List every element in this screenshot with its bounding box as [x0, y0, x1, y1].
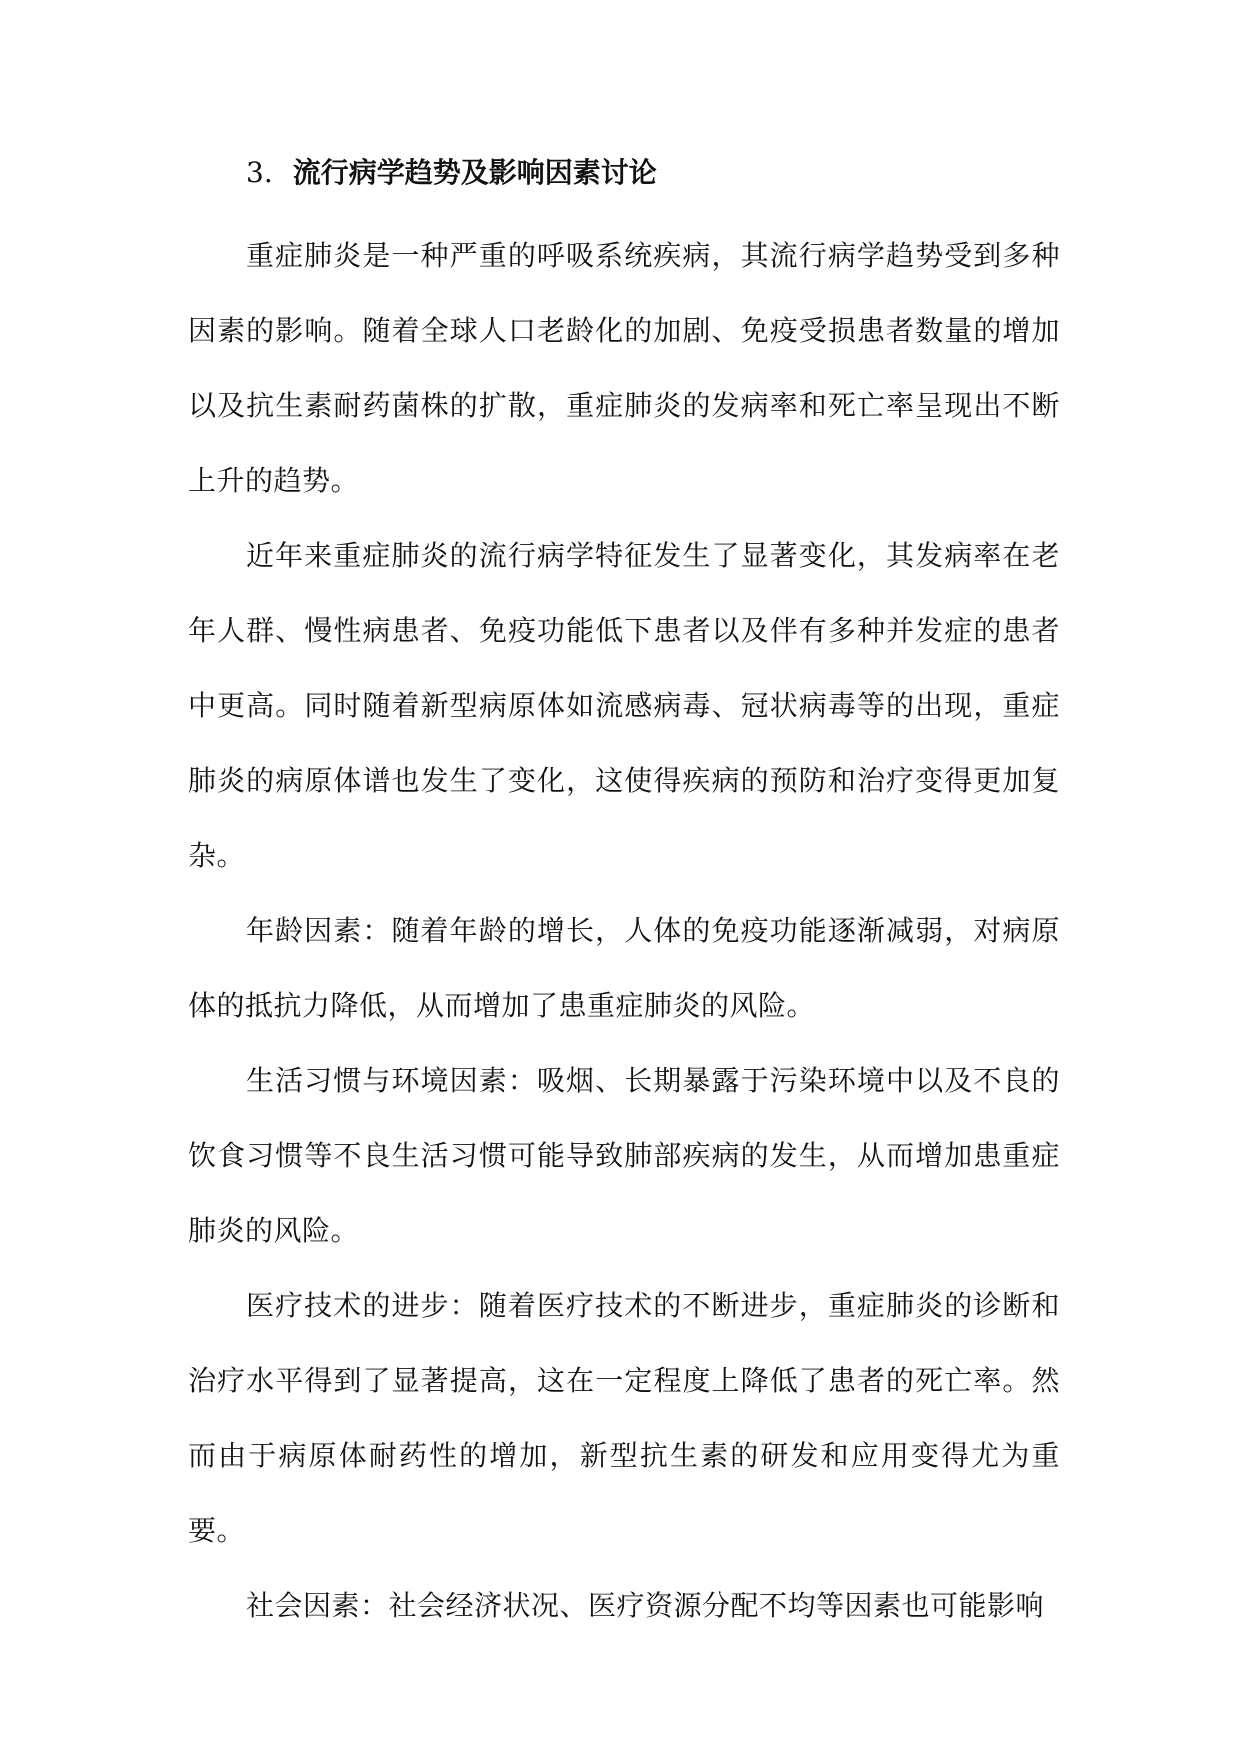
paragraph-social-factor: 社会因素：社会经济状况、医疗资源分配不均等因素也可能影响 [246, 1589, 1045, 1622]
paragraph-epidemiology-overview: 重症肺炎是一种严重的呼吸系统疾病，其流行病学趋势受到多种因素的影响。随着全球人口老龄化的加剧、免疫受损患者数量的增加以及抗生素耐药菌株的扩散，重症肺炎的发病率和死亡率呈现出不断上升的趋势。 [188, 239, 1060, 497]
paragraph-lifestyle-factor: 生活习惯与环境因素：吸烟、长期暴露于污染环境中以及不良的饮食习惯等不良生活习惯可能导致肺部疾病的发生，从而增加患重症肺炎的风险。 [188, 1064, 1060, 1247]
paragraph-recent-changes: 近年来重症肺炎的流行病学特征发生了显著变化，其发病率在老年人群、慢性病患者、免疫功能低下患者以及伴有多种并发症的患者中更高。同时随着新型病原体如流感病毒、冠状病毒等的出现，重症肺炎的病原体谱也发生了变化，这使得疾病的预防和治疗变得更加复杂。 [188, 539, 1060, 872]
section-number: 3. [246, 156, 273, 189]
paragraph-age-factor: 年龄因素：随着年龄的增长，人体的免疫功能逐渐减弱，对病原体的抵抗力降低，从而增加了患重症肺炎的风险。 [188, 914, 1060, 1022]
page-content [188, 140, 1060, 1643]
section-title: 流行病学趋势及影响因素讨论 [292, 156, 657, 189]
section-heading [188, 140, 1060, 206]
paragraph-medical-technology: 医疗技术的进步：随着医疗技术的不断进步，重症肺炎的诊断和治疗水平得到了显著提高，这在一定程度上降低了患者的死亡率。然而由于病原体耐药性的增加，新型抗生素的研发和应用变得尤为重要。 [188, 1289, 1060, 1547]
